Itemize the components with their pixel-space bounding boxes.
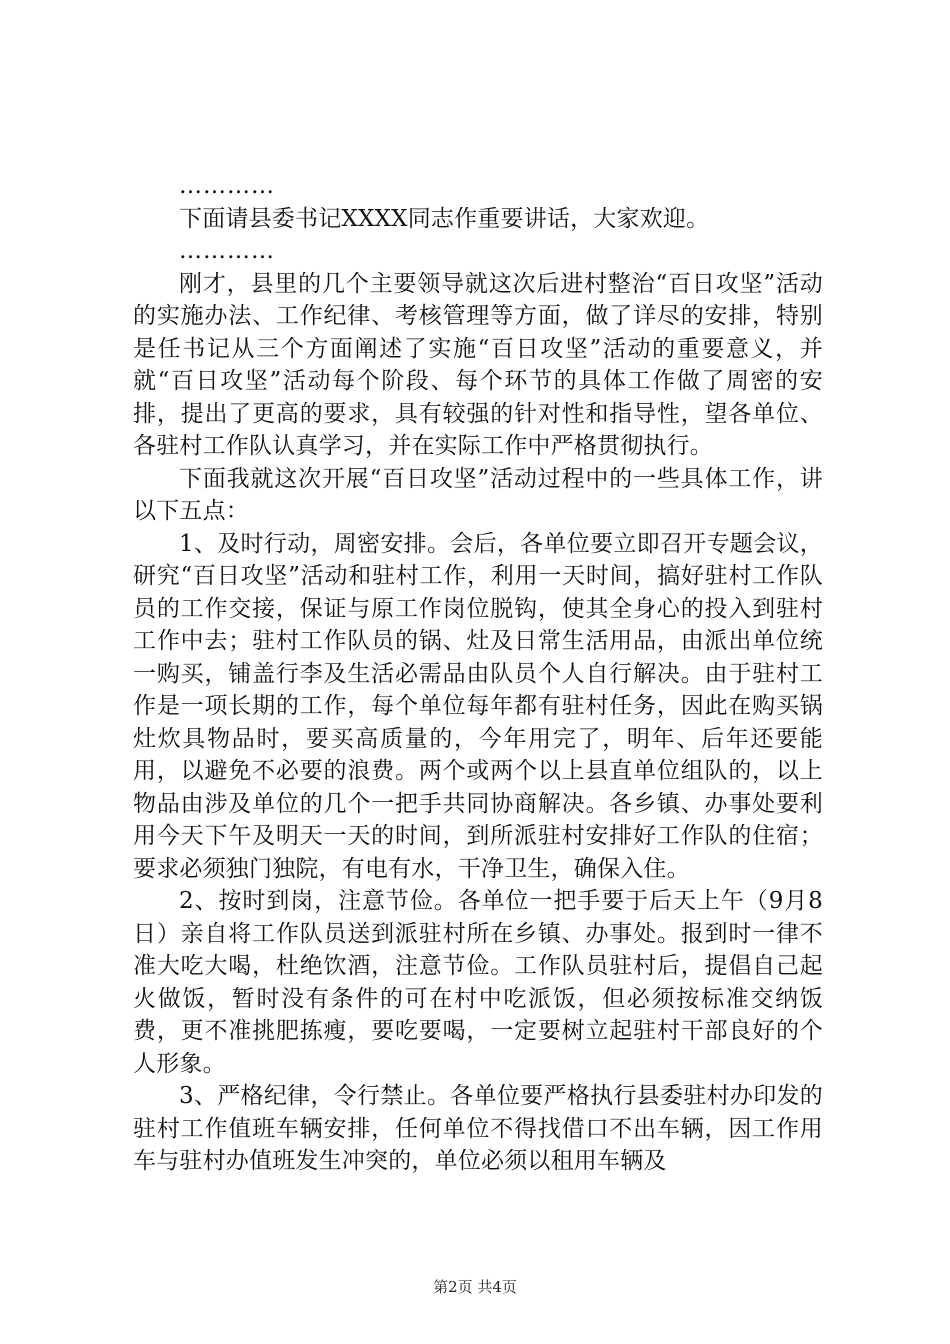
- paragraph-5: 3、严格纪律，令行禁止。各单位要严格执行县委驻村办印发的驻村工作值班车辆安排，任何单位不得找借口不出车辆，因工作用车与驻村办值班发生冲突的，单位必须以租用车辆及: [133, 1083, 823, 1174]
- document-body: [133, 170, 823, 1178]
- paragraph-3: 1、及时行动，周密安排。会后，各单位要立即召开专题会议，研究“百日攻坚”活动和驻村工作，利用一天时间，搞好驻村工作队员的工作交接，保证与原工作岗位脱钩，使其全身心的投入到驻村工作中去；驻村工作队员的锅、灶及日常生活用品，由派出单位统一购买，铺盖行李及生活必需品由队员个人自行解决。由于驻村工作是一项长期的工作，每个单位每年都有驻村任务，因此在购买锅灶炊具物品时，要买高质量的，今年用完了，明年、后年还要能用，以避免不必要的浪费。两个或两个以上县直单位组队的，以上物品由涉及单位的几个一把手共同协商解决。各乡镇、办事处要利用今天下午及明天一天的时间，到所派驻村安排好工作队的住宿；要求必须独门独院，有电有水，干净卫生，确保入住。: [133, 530, 823, 882]
- intro-line: 下面请县委书记XXXX同志作重要讲话，大家欢迎。: [179, 205, 710, 232]
- page-number-footer: 第2页 共4页: [433, 1278, 517, 1296]
- paragraph-1: 刚才，县里的几个主要领导就这次后进村整治“百日攻坚”活动的实施办法、工作纪律、考核管理等方面，做了详尽的安排，特别是任书记从三个方面阐述了实施“百日攻坚”活动的重要意义，并就“百日攻坚”活动每个阶段、每个环节的具体工作做了周密的安排，提出了更高的要求，具有较强的针对性和指导性，望各单位、各驻村工作队认真学习，并在实际工作中严格贯彻执行。: [133, 270, 823, 459]
- paragraph-2: 下面我就这次开展“百日攻坚”活动过程中的一些具体工作，讲以下五点：: [133, 465, 823, 524]
- paragraph-4: 2、按时到岗，注意节俭。各单位一把手要于后天上午（9月8日）亲自将工作队员送到派驻村所在乡镇、办事处。报到时一律不准大吃大喝，杜绝饮酒，注意节俭。工作队员驻村后，提倡自己起火做饭，暂时没有条件的可在村中吃派饭，但必须按标准交纳饭费，更不准挑肥拣瘦，要吃要喝，一定要树立起驻村干部良好的个人形象。: [133, 888, 823, 1077]
- ellipsis-bottom: …………: [179, 238, 275, 264]
- ellipsis-top: …………: [179, 173, 275, 199]
